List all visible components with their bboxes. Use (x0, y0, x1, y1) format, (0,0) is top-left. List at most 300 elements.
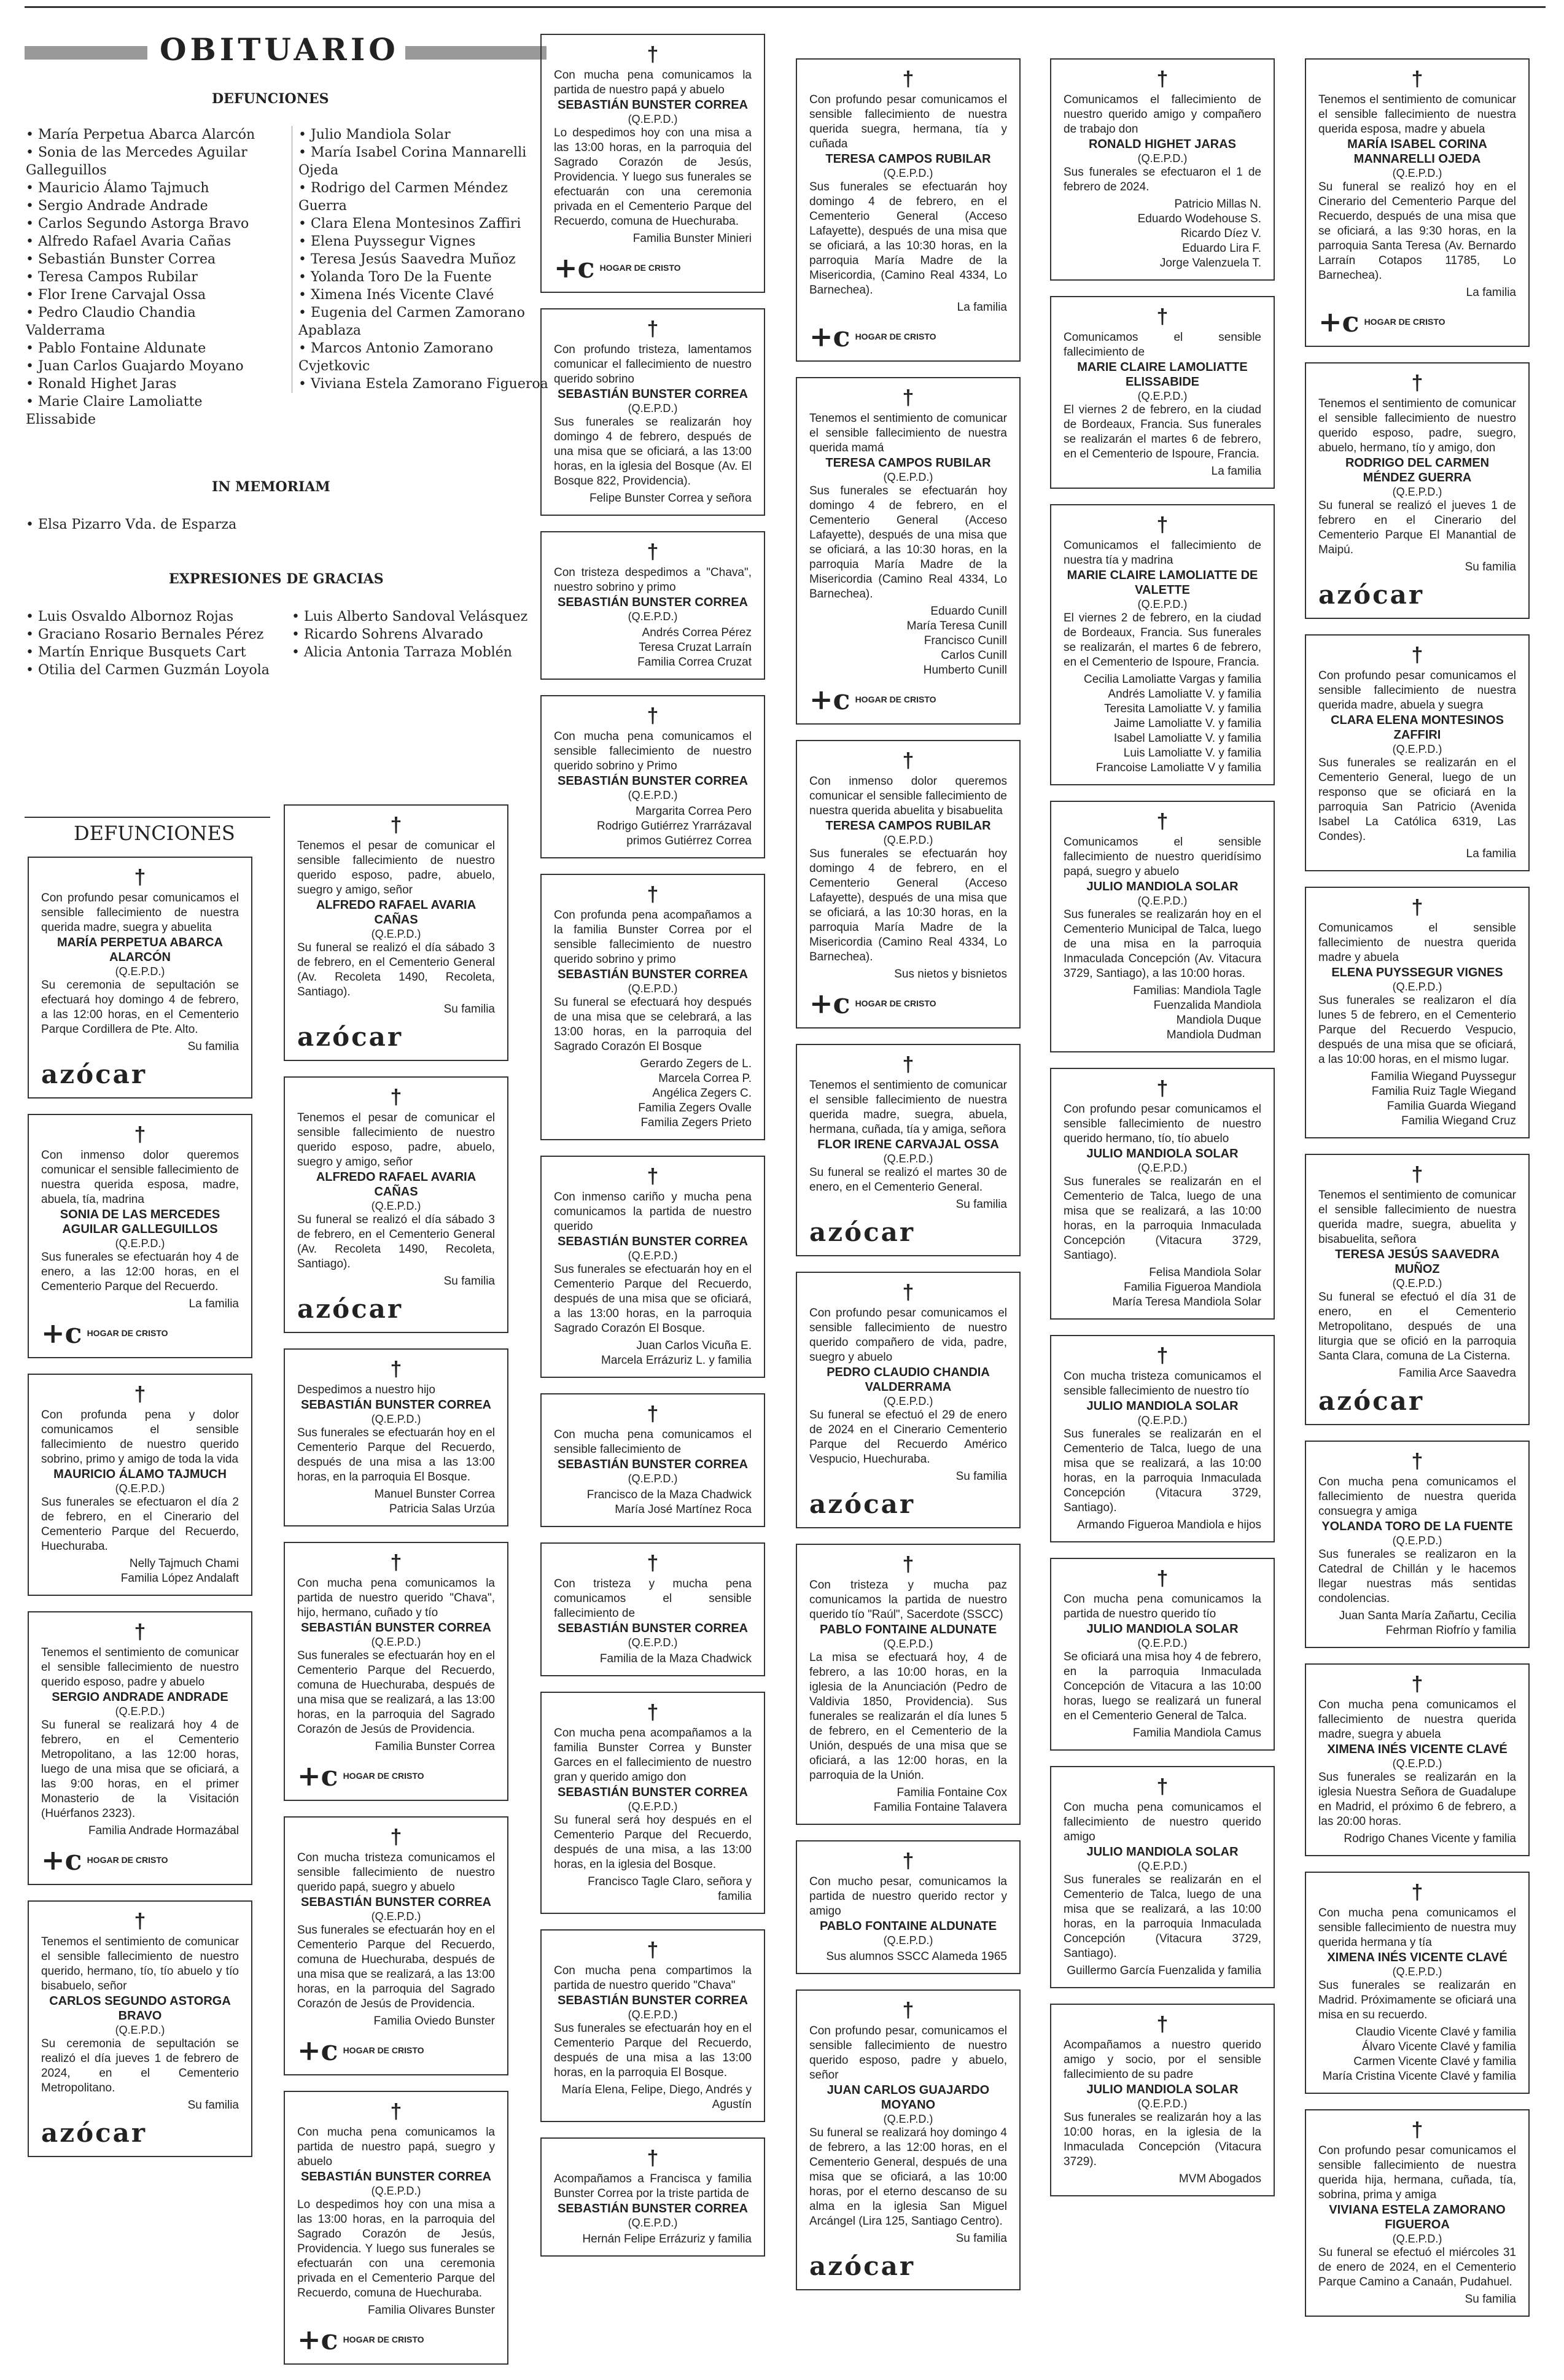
notice-body: Su funeral se realizó el día sábado 3 de febrero, en el Cementerio General (Av. Recoleta 1490, Recoleta, Santiago). (297, 1213, 495, 1270)
notice-intro: Con inmenso dolor queremos comunicar el sensible fallecimiento de nuestra querida esposa, madre, abuela, tía, madrina (41, 1149, 239, 1206)
hogar-de-cristo-icon: +c (41, 1316, 82, 1350)
notice-signature: Familia de la Maza Chadwick (599, 1652, 752, 1665)
notice-intro: Con profundo pesar comunicamos el sensible fallecimiento de nuestra querida madre, abuela y suegra (1318, 669, 1516, 712)
index-entry: • Sergio Andrade Andrade (26, 197, 271, 215)
notice-intro: Con profunda pena acompañamos a la familia Bunster Correa por el sensible fallecimiento de nuestro querido sobrino y primo (554, 909, 752, 966)
qepd-label: (Q.E.P.D.) (1392, 2233, 1442, 2245)
notice-body: Sus funerales se efectuaron el día 2 de febrero, en el Cinerario del Cementerio Parque del Recuerdo, Huechuraba. (41, 1496, 239, 1553)
notice-intro: Con profundo pesar comunicamos el sensible fallecimiento de nuestro querido hermano, tío, tío abuelo (1064, 1103, 1261, 1145)
obituary-notice (540, 1156, 765, 1378)
notice-body: Sus funerales se efectuarán hoy domingo 4 de febrero, en el Cementerio General (Acceso Lafayette), después de una misa que se oficiará, a las 10:30 horas, en la parroquia María Madre de la Misericordia, (Camino Real 4334, Lo Barnechea). (809, 181, 1007, 297)
deceased-name: SEBASTIÁN BUNSTER CORREA (557, 774, 749, 788)
cross-icon: † (1156, 513, 1169, 537)
hogar-de-cristo-icon: +c (809, 987, 850, 1020)
qepd-label: (Q.E.P.D.) (1392, 1757, 1442, 1770)
deceased-name: SERGIO ANDRADE ANDRADE (52, 1690, 228, 1704)
notice-signature: Patricio Millas N. Eduardo Wodehouse S. Ricardo Díez V. Eduardo Lira F. Jorge Valenzuela T. (1137, 198, 1261, 270)
qepd-label: (Q.E.P.D.) (628, 982, 678, 995)
cross-icon: † (1411, 1881, 1423, 1904)
index-entry: • Luis Osvaldo Albornoz Rojas (26, 608, 271, 626)
obituary-notice (284, 1348, 508, 1526)
cross-icon: † (390, 1358, 402, 1381)
obituary-notice (1305, 1663, 1530, 1856)
azocar-logo: azócar (809, 2251, 915, 2281)
notice-signature: Sus nietos y bisnietos (894, 968, 1007, 981)
notice-body: Sus funerales se efectuarán hoy en el Cementerio Parque del Recuerdo, después de una misa que se oficiará, a las 13:00 horas, en la parroquia Sagrado Corazón El Bosque. (554, 1263, 752, 1335)
cross-icon: † (1411, 896, 1423, 919)
notice-body: Lo despedimos hoy con una misa a las 13:00 horas, en la parroquia del Sagrado Corazón de Jesús, Providencia. Y luego sus funerales se efectuarán con una ceremonia privada en el Cementerio Parque del Recuerdo, comuna de Huechuraba. (554, 126, 752, 228)
index-entry: • Martín Enrique Busquets Cart (26, 644, 271, 661)
obituary-notice (796, 58, 1021, 362)
deceased-name: JULIO MANDIOLA SOLAR (1086, 1399, 1239, 1413)
notice-signature: Andrés Correa Pérez Teresa Cruzat Larraín Familia Correa Cruzat (637, 626, 752, 669)
obituary-notice (284, 1542, 508, 1801)
notice-intro: Con inmenso cariño y mucha pena comunicamos la partida de nuestro querido (554, 1191, 752, 1233)
qepd-label: (Q.E.P.D.) (115, 1482, 165, 1495)
cross-icon: † (1156, 1344, 1169, 1367)
deceased-name: VIVIANA ESTELA ZAMORANO FIGUEROA (1329, 2203, 1506, 2231)
notice-intro: Comunicamos el fallecimiento de nuestro querido amigo y compañero de trabajo don (1064, 93, 1261, 136)
obituary-notice (540, 34, 765, 293)
deceased-name: SEBASTIÁN BUNSTER CORREA (557, 1786, 749, 1799)
notice-body: Su funeral se realizará hoy domingo 4 de febrero, a las 12:00 horas, en el Cementerio General, después de una misa que se oficiará, a las 10:00 horas, por el eterno descanso de su alma en la iglesia San Miguel Arcángel (Lira 125, Santiago Centro). (809, 2126, 1007, 2228)
notice-intro: Despedimos a nuestro hijo (297, 1383, 435, 1396)
qepd-label: (Q.E.P.D.) (1137, 2098, 1188, 2110)
notice-body: Sus funerales se realizarán en el Cementerio General, luego de un responso que se oficiará en la parroquia San Patricio (Avenida Isabel La Católica 6319, Las Condes). (1318, 756, 1516, 843)
notice-signature: Su familia (1465, 2293, 1516, 2306)
index-entry: • Pablo Fontaine Aldunate (26, 340, 271, 357)
cross-icon: † (1411, 644, 1423, 667)
obituary-notice (796, 1989, 1021, 2290)
notice-intro: Acompañamos a Francisca y familia Bunster Correa por la triste partida de (554, 2172, 752, 2200)
deceased-name: JULIO MANDIOLA SOLAR (1086, 1845, 1239, 1859)
qepd-label: (Q.E.P.D.) (115, 965, 165, 978)
deceased-name: SEBASTIÁN BUNSTER CORREA (300, 1896, 492, 1909)
deceased-name: JULIO MANDIOLA SOLAR (1086, 1622, 1239, 1636)
index-entry: • Marie Claire Lamoliatte Elissabide (26, 393, 271, 429)
notice-signature: Armando Figueroa Mandiola e hijos (1077, 1519, 1261, 1531)
qepd-label: (Q.E.P.D.) (628, 2009, 678, 2021)
notice-intro: Tenemos el sentimiento de comunicar el sensible fallecimiento de nuestra querida mamá (809, 412, 1007, 454)
defunciones-section-header: DEFUNCIONES (25, 817, 270, 841)
deceased-name: SEBASTIÁN BUNSTER CORREA (557, 98, 749, 112)
hogar-de-cristo-logo (41, 1845, 239, 1875)
qepd-label: (Q.E.P.D.) (1392, 1277, 1442, 1289)
index-entry: • Luis Alberto Sandoval Velásquez (292, 608, 543, 626)
deceased-name: YOLANDA TORO DE LA FUENTE (1321, 1520, 1513, 1533)
obituary-notice (540, 1929, 765, 2122)
deceased-name: SEBASTIÁN BUNSTER CORREA (557, 2202, 749, 2215)
notice-intro: Con mucha pena comunicamos la partida de nuestro querido "Chava", hijo, hermano, cuñado y tío (297, 1577, 495, 1619)
notice-body: Sus funerales se realizarán en Madrid. Próximamente se oficiará una misa en su recuerdo. (1318, 1979, 1516, 2021)
cross-icon: † (902, 68, 914, 91)
cross-icon: † (902, 749, 914, 772)
notice-signature: Familia Mandiola Camus (1132, 1727, 1261, 1740)
notice-signature: Felisa Mandiola Solar Familia Figueroa Mandiola María Teresa Mandiola Solar (1112, 1266, 1261, 1309)
notice-body: Se oficiará una misa hoy 4 de febrero, en la parroquia Inmaculada Concepción de Vitacura a las 10:00 horas, luego se realizará un funeral en el Cementerio General de Talca. (1064, 1651, 1261, 1722)
qepd-label: (Q.E.P.D.) (1137, 1637, 1188, 1649)
obituary-notice (796, 1044, 1021, 1256)
cross-icon: † (647, 1165, 659, 1188)
deceased-name: SEBASTIÁN BUNSTER CORREA (557, 968, 749, 981)
notice-signature: Familia Wiegand Puyssegur Familia Ruiz Tagle Wiegand Familia Guarda Wiegand Familia Wiegand Cruz (1371, 1070, 1516, 1127)
notice-body: Su funeral se realizó el martes 30 de enero, en el Cementerio General. (809, 1166, 1007, 1194)
obituary-notice (1305, 1872, 1530, 2094)
qepd-label: (Q.E.P.D.) (1392, 743, 1442, 755)
qepd-label: (Q.E.P.D.) (883, 834, 933, 846)
deceased-name: PEDRO CLAUDIO CHANDIA VALDERRAMA (827, 1366, 990, 1394)
hogar-de-cristo-icon: +c (1318, 305, 1360, 338)
notice-body: Su funeral se efectuará hoy después de una misa que se celebrará, a las 13:00 horas, en la parroquia del Sagrado Corazón El Bosque (554, 996, 752, 1053)
qepd-label: (Q.E.P.D.) (1392, 167, 1442, 179)
notice-intro: Tenemos el pesar de comunicar el sensible fallecimiento de nuestro querido esposo, padre, abuelo, suegro y amigo, señor (297, 839, 495, 896)
deceased-name: MAURICIO ÁLAMO TAJMUCH (53, 1468, 227, 1481)
deceased-name: JULIO MANDIOLA SOLAR (1086, 2083, 1239, 2096)
cross-icon: † (1156, 2013, 1169, 2036)
notice-signature: Su familia (955, 1470, 1007, 1483)
notice-intro: Con mucho pesar, comunicamos la partida de nuestro querido rector y amigo (809, 1875, 1007, 1918)
notice-body: Su funeral se realizó el día sábado 3 de febrero, en el Cementerio General (Av. Recoleta 1490, Recoleta, Santiago). (297, 941, 495, 998)
deceased-name: SEBASTIÁN BUNSTER CORREA (557, 1994, 749, 2007)
notice-body: El viernes 2 de febrero, en la ciudad de Bordeaux, Francia. Sus funerales se realizarán el martes 6 de febrero, en el Cementerio de Ispoure, Francia. (1064, 403, 1261, 461)
index-entry: • Ronald Highet Jaras (26, 375, 271, 393)
hogar-de-cristo-logo (297, 2035, 495, 2066)
qepd-label: (Q.E.P.D.) (1137, 1162, 1188, 1174)
obituary-notice (28, 857, 252, 1099)
index-entry: • Ricardo Sohrens Alvarado (292, 626, 543, 644)
obituary-notice (796, 1272, 1021, 1528)
notice-intro: Acompañamos a nuestro querido amigo y socio, por el sensible fallecimiento de su padre (1064, 2039, 1261, 2081)
obituary-notice (1050, 801, 1275, 1052)
notice-signature: Familia Bunster Minieri (632, 232, 752, 245)
cross-icon: † (1156, 1077, 1169, 1100)
hogar-de-cristo-logo (809, 684, 1007, 715)
header-bar-right (405, 46, 547, 60)
index-entry: • Carlos Segundo Astorga Bravo (26, 215, 271, 233)
obituary-notice (1050, 296, 1275, 489)
notice-body: Su funeral se realizó hoy en el Cinerario del Cementerio Parque del Recuerdo, después de una misa que se oficiará, a las 9:30 horas, en la parroquia Santa Teresa (Av. Bernardo Larraín Cotapos 11785, Lo Barnechea). (1318, 181, 1516, 282)
index-entry: • Elena Puyssegur Vignes (298, 233, 550, 251)
hogar-de-cristo-label: HOGAR DE CRISTO (343, 2045, 424, 2055)
azocar-logo: azócar (1318, 1386, 1424, 1416)
obituary-notice (28, 1900, 252, 2157)
notice-signature: Su familia (1465, 561, 1516, 574)
hogar-de-cristo-logo (809, 321, 1007, 352)
deceased-name: SEBASTIÁN BUNSTER CORREA (300, 1398, 492, 1412)
notice-intro: Con mucha pena comunicamos la partida de nuestro querido tío (1064, 1593, 1261, 1620)
hogar-de-cristo-label: HOGAR DE CRISTO (855, 998, 936, 1008)
obituary-notice (1305, 2109, 1530, 2317)
notice-signature: María Elena, Felipe, Diego, Andrés y Agustín (561, 2083, 752, 2111)
hogar-de-cristo-logo (297, 1760, 495, 1791)
notice-body: Su funeral será hoy después en el Cementerio Parque del Recuerdo, después de una misa, a las 13:00 horas, en la iglesia del Bosque. (554, 1814, 752, 1871)
deceased-name: ALFREDO RAFAEL AVARIA CAÑAS (316, 898, 477, 927)
hogar-de-cristo-label: HOGAR DE CRISTO (343, 1770, 424, 1781)
azocar-logo: azócar (809, 1489, 915, 1519)
notice-intro: Con profunda pena y dolor comunicamos el sensible fallecimiento de nuestro querido sobrino, primo y amigo de toda la vida (41, 1409, 239, 1466)
obituary-notice (540, 2137, 765, 2257)
obituary-notice (28, 1114, 252, 1358)
deceased-name: PABLO FONTAINE ALDUNATE (819, 1623, 997, 1636)
index-entry: • Rodrigo del Carmen Méndez Guerra (298, 179, 550, 215)
notice-signature: Juan Santa María Zañartu, Cecilia Fehrman Riofrío y familia (1339, 1609, 1516, 1637)
qepd-label: (Q.E.P.D.) (1137, 1414, 1188, 1426)
header-bar-left (25, 46, 147, 60)
hogar-de-cristo-icon: +c (809, 320, 850, 353)
index-entry: • Julio Mandiola Solar (298, 126, 550, 144)
notice-signature: Francisco de la Maza Chadwick María José Martínez Roca (586, 1488, 752, 1516)
obituary-notice (1305, 634, 1530, 871)
notice-intro: Con mucha pena comunicamos el fallecimiento de nuestra querida consuegra y amiga (1318, 1476, 1516, 1518)
index-entry: • Elsa Pizarro Vda. de Esparza (26, 516, 271, 534)
obituary-notice (540, 1393, 765, 1527)
cross-icon: † (647, 883, 659, 906)
obituario-header (25, 31, 547, 68)
notice-body: Su funeral se efectuó el 29 de enero de 2024 en el Cinerario Cementerio Parque del Recuerdo Américo Vespucio, Huechuraba. (809, 1409, 1007, 1466)
notice-signature: Guillermo García Fuenzalida y familia (1067, 1964, 1261, 1977)
notices-column-d (796, 58, 1021, 2306)
notice-intro: Con profundo pesar comunicamos el sensible fallecimiento de nuestro querido compañero de vida, padre, suegro y abuelo (809, 1307, 1007, 1364)
hogar-de-cristo-label: HOGAR DE CRISTO (855, 331, 936, 341)
notice-signature: Felipe Bunster Correa y señora (589, 492, 752, 505)
notice-signature: Su familia (187, 1040, 239, 1053)
notice-body: Sus funerales se realizarán en el Cementerio de Talca, luego de una misa que se realizará, a las 10:00 horas, en la parroquia Inmaculada Concepción (Vitacura 3729, Santiago). (1064, 1175, 1261, 1262)
qepd-label: (Q.E.P.D.) (115, 1237, 165, 1250)
azocar-logo: azócar (41, 2118, 147, 2148)
qepd-label: (Q.E.P.D.) (883, 167, 933, 179)
notice-signature: La familia (1466, 286, 1516, 299)
obituary-notice (1050, 2004, 1275, 2196)
notice-signature: Familia Arce Saavedra (1398, 1367, 1516, 1380)
notices-column-b (284, 804, 508, 2380)
deceased-name: XIMENA INÉS VICENTE CLAVÉ (1327, 1951, 1508, 1964)
notice-intro: Con tristeza y mucha paz comunicamos la partida de nuestro querido tío "Raúl", Sacerdote (SSCC) (809, 1579, 1007, 1621)
index-entry: • Ximena Inés Vicente Clavé (298, 286, 550, 304)
notice-signature: Su familia (443, 1275, 495, 1288)
qepd-label: (Q.E.P.D.) (1137, 598, 1188, 610)
obituary-notice (1305, 58, 1530, 347)
cross-icon: † (1156, 305, 1169, 329)
index-entry: • Sonia de las Mercedes Aguilar Galleguillos (26, 144, 271, 179)
obituary-notice (28, 1374, 252, 1596)
qepd-label: (Q.E.P.D.) (115, 2024, 165, 2036)
qepd-label: (Q.E.P.D.) (883, 1395, 933, 1407)
cross-icon: † (647, 1939, 659, 1962)
qepd-label: (Q.E.P.D.) (1137, 152, 1188, 165)
index-entry: • Eugenia del Carmen Zamorano Apablaza (298, 304, 550, 340)
deceased-name: CLARA ELENA MONTESINOS ZAFFIRI (1331, 714, 1504, 742)
notice-intro: Con mucha tristeza comunicamos el sensible fallecimiento de nuestro tío (1064, 1370, 1261, 1398)
index-entry: • Sebastián Bunster Correa (26, 251, 271, 268)
hogar-de-cristo-logo (41, 1318, 239, 1348)
cross-icon: † (647, 540, 659, 564)
index-entry: • Graciano Rosario Bernales Pérez (26, 626, 271, 644)
notice-body: Sus funerales se realizarán en el Cementerio de Talca, luego de una misa que se realizará, a las 10:00 horas, en la parroquia Inmaculada Concepción (Vitacura 3729, Santiago). (1064, 1428, 1261, 1514)
obituary-notice (540, 531, 765, 680)
cross-icon: † (902, 1999, 914, 2022)
notice-signature: Familia Andrade Hormazábal (88, 1824, 239, 1837)
cross-icon: † (1411, 371, 1423, 395)
obituary-notice (540, 1542, 765, 1676)
obituary-notice (1050, 1766, 1275, 1988)
cross-icon: † (647, 2147, 659, 2170)
notice-signature: Rodrigo Chanes Vicente y familia (1344, 1832, 1516, 1845)
hogar-de-cristo-label: HOGAR DE CRISTO (87, 1854, 168, 1865)
obituary-notice (284, 2091, 508, 2365)
notice-intro: Tenemos el sentimiento de comunicar el sensible fallecimiento de nuestra querida madre, suegra, abuela, hermana, cuñada, tía y amiga, señora (809, 1079, 1007, 1136)
qepd-label: (Q.E.P.D.) (883, 1153, 933, 1165)
notice-body: Sus funerales se efectuarán hoy domingo 4 de febrero, en el Cementerio General (Acceso Lafayette), después de una misa que se oficiará, a las 10:30 horas, en la parroquia María Madre de la Misericordia (Camino Real 4334, Lo Barnechea). (809, 847, 1007, 963)
notice-intro: Comunicamos el sensible fallecimiento de (1064, 331, 1261, 359)
index-entry: • Yolanda Toro De la Fuente (298, 268, 550, 286)
qepd-label: (Q.E.P.D.) (883, 2113, 933, 2125)
notice-signature: Su familia (443, 1003, 495, 1016)
notice-signature: La familia (957, 301, 1007, 314)
deceased-name: ALFREDO RAFAEL AVARIA CAÑAS (316, 1170, 477, 1199)
deceased-name: RONALD HIGHET JARAS (1088, 138, 1236, 151)
azocar-logo: azócar (809, 1217, 915, 1247)
notice-intro: Con profundo pesar, comunicamos el sensible fallecimiento de nuestro querido esposo, padre y abuelo, señor (809, 2024, 1007, 2082)
qepd-label: (Q.E.P.D.) (371, 2185, 421, 2197)
notice-intro: Con mucha pena comunicamos la partida de nuestro papá y abuelo (554, 69, 752, 96)
qepd-label: (Q.E.P.D.) (1392, 981, 1442, 993)
notice-body: Sus funerales se realizarán hoy a las 10:00 horas, en la iglesia de la Inmaculada Concepción (Vitacura 3729). (1064, 2111, 1261, 2168)
notice-body: Su funeral se efectuó el día 31 de enero, en el Cementerio Metropolitano, después de una liturgia que se ofició en la parroquia Santa Clara, comuna de La Cisterna. (1318, 1291, 1516, 1363)
notice-signature: Su familia (955, 1198, 1007, 1211)
cross-icon: † (134, 1620, 146, 1644)
notice-signature: La familia (1466, 847, 1516, 860)
notice-body: Sus funerales se realizarán en el Cementerio de Talca, luego de una misa que se realizará, a las 10:00 horas, en la parroquia Inmaculada Concepción (Vitacura 3729, Santiago). (1064, 1873, 1261, 1960)
cross-icon: † (134, 1123, 146, 1146)
notice-intro: Con mucha pena comunicamos el sensible fallecimiento de nuestra muy querida hermana y tía (1318, 1907, 1516, 1949)
notice-signature: Manuel Bunster Correa Patricia Salas Urzúa (374, 1488, 495, 1515)
cross-icon: † (647, 704, 659, 728)
notice-body: Sus funerales se efectuarán hoy en el Cementerio Parque del Recuerdo, después de una misa a las 13:00 horas, en la parroquia El Bosque. (554, 2022, 752, 2079)
notice-intro: Con mucha pena comunicamos el sensible fallecimiento de nuestro querido sobrino y Primo (554, 730, 752, 772)
notice-signature: Gerardo Zegers de L. Marcela Correa P. Angélica Zegers C. Familia Zegers Ovalle Familia Zegers Prieto (638, 1057, 752, 1129)
notice-body: Su funeral se efectuó el miércoles 31 de enero de 2024, en el Cementerio Parque Camino a Canaán, Pudahuel. (1318, 2246, 1516, 2289)
notice-signature: Margarita Correa Pero Rodrigo Gutiérrez Yrarrázaval primos Gutiérrez Correa (596, 805, 752, 847)
notice-body: Sus funerales se efectuarán hoy domingo 4 de febrero, en el Cementerio General (Acceso Lafayette), después de una misa que se oficiará, a las 10:30 horas, en la parroquia María Madre de la Misericordia (Camino Real 4334, Lo Barnechea). (809, 484, 1007, 601)
deceased-name: MARÍA PERPETUA ABARCA ALARCÓN (57, 936, 223, 964)
notice-signature: Claudio Vicente Clavé y familia Álvaro Vicente Clavé y familia Carmen Vicente Clavé y familia María Cristina Vicente Clavé y familia (1322, 2026, 1516, 2083)
index-gracias-title: EXPRESIONES DE GRACIAS (169, 571, 384, 587)
notice-body: Sus funerales se efectuarán hoy en el Cementerio Parque del Recuerdo, después de una misa a las 13:00 horas, en la parroquia El Bosque. (297, 1426, 495, 1484)
notice-body: Sus funerales se efectuaron el 1 de febrero de 2024. (1064, 166, 1261, 193)
index-gracias-col2 (292, 608, 543, 661)
deceased-name: PABLO FONTAINE ALDUNATE (819, 1919, 997, 1933)
qepd-label: (Q.E.P.D.) (371, 928, 421, 940)
cross-icon: † (134, 1383, 146, 1406)
index-gracias-col1 (26, 608, 271, 679)
cross-icon: † (1156, 810, 1169, 833)
cross-icon: † (1411, 68, 1423, 91)
notice-body: Sus funerales se realizarán en la iglesia Nuestra Señora de Guadalupe en Madrid, el próximo 6 de febrero, a las 20:00 horas. (1318, 1771, 1516, 1828)
notice-body: Sus funerales se realizarán hoy domingo 4 de febrero, después de una misa que se oficiará, a las 13:00 horas, en la iglesia del Bosque (Av. El Bosque 822, Providencia). (554, 416, 752, 488)
notice-intro: Tenemos el sentimiento de comunicar el sensible fallecimiento de nuestra querida esposa, madre y abuela (1318, 93, 1516, 136)
cross-icon: † (902, 1281, 914, 1304)
hogar-de-cristo-label: HOGAR DE CRISTO (1364, 316, 1445, 327)
notice-intro: Comunicamos el fallecimiento de nuestra tía y madrina (1064, 539, 1261, 567)
qepd-label: (Q.E.P.D.) (883, 471, 933, 483)
notice-body: Lo despedimos hoy con una misa a las 13:00 horas, en la parroquia del Sagrado Corazón de Jesús, Providencia. Y luego sus funerales se efectuarán con una ceremonia privada en el Cementerio Parque del Recuerdo, comuna de Huechuraba. (297, 2198, 495, 2300)
qepd-label: (Q.E.P.D.) (628, 1250, 678, 1262)
obituary-notice (796, 740, 1021, 1029)
notice-body: Sus funerales se realizaron en la Catedral de Chillán y le hacemos llegar nuestras más sentidas condolencias. (1318, 1548, 1516, 1605)
notice-body: El viernes 2 de febrero, en la ciudad de Bordeaux, Francia. Sus funerales se realizarán, el martes 6 de febrero, en el Cementerio de Ispoure, Francia. (1064, 612, 1261, 669)
cross-icon: † (1156, 1567, 1169, 1590)
index-list-col1 (26, 126, 271, 429)
notice-intro: Con mucha pena comunicamos el fallecimiento de nuestra querida madre, suegra y abuela (1318, 1698, 1516, 1741)
cross-icon: † (647, 1552, 659, 1575)
qepd-label: (Q.E.P.D.) (1392, 1534, 1442, 1547)
hogar-de-cristo-logo (297, 2324, 495, 2355)
notice-signature: Hernán Felipe Errázuriz y familia (582, 2233, 752, 2246)
qepd-label: (Q.E.P.D.) (628, 610, 678, 623)
deceased-name: TERESA CAMPOS RUBILAR (825, 456, 991, 470)
obituary-notice (1305, 887, 1530, 1138)
notice-signature: MVM Abogados (1178, 2172, 1261, 2185)
obituary-notice (540, 695, 765, 858)
index-defunciones-title: DEFUNCIONES (212, 91, 329, 107)
notice-intro: Con tristeza despedimos a "Chava", nuestro sobrino y primo (554, 566, 752, 594)
page-title: OBITUARIO (160, 31, 399, 68)
notice-intro: Con mucha pena acompañamos a la familia Bunster Correa y Bunster Garces en el fallecimiento de nuestro gran y querido amigo don (554, 1727, 752, 1784)
obituary-notice (284, 1816, 508, 2075)
notice-intro: Tenemos el pesar de comunicar el sensible fallecimiento de nuestro querido esposo, padre, abuelo, suegro y amigo, señor (297, 1111, 495, 1169)
azocar-logo: azócar (297, 1022, 403, 1052)
index-entry: • Alfredo Rafael Avaria Cañas (26, 233, 271, 251)
index-entry: • Marcos Antonio Zamorano Cvjetkovic (298, 340, 550, 375)
notice-intro: Con profundo pesar comunicamos el sensible fallecimiento de nuestra querida madre, suegra y abuelita (41, 892, 239, 934)
deceased-name: SONIA DE LAS MERCEDES AGUILAR GALLEGUILLOS (60, 1208, 220, 1236)
azocar-logo: azócar (1318, 580, 1424, 610)
qepd-label: (Q.E.P.D.) (883, 1934, 933, 1946)
qepd-label: (Q.E.P.D.) (628, 789, 678, 801)
index-entry: • Teresa Campos Rubilar (26, 268, 271, 286)
index-entry: • María Isabel Corina Mannarelli Ojeda (298, 144, 550, 179)
cross-icon: † (902, 1553, 914, 1576)
qepd-label: (Q.E.P.D.) (115, 1705, 165, 1717)
cross-icon: † (647, 1701, 659, 1724)
notice-signature: Juan Carlos Vicuña E. Marcela Errázuriz L. y familia (601, 1339, 752, 1367)
hogar-de-cristo-icon: +c (297, 2034, 338, 2067)
deceased-name: JULIO MANDIOLA SOLAR (1086, 1147, 1239, 1161)
qepd-label: (Q.E.P.D.) (371, 1200, 421, 1212)
obituary-notice (1050, 1335, 1275, 1542)
cross-icon: † (134, 1910, 146, 1933)
deceased-name: SEBASTIÁN BUNSTER CORREA (557, 387, 749, 401)
deceased-name: CARLOS SEGUNDO ASTORGA BRAVO (49, 1994, 231, 2023)
cross-icon: † (1156, 68, 1169, 91)
notice-signature: La familia (189, 1297, 239, 1310)
hogar-de-cristo-icon: +c (554, 251, 595, 284)
top-rule (25, 6, 1546, 8)
cross-icon: † (647, 317, 659, 341)
qepd-label: (Q.E.P.D.) (628, 402, 678, 414)
deceased-name: SEBASTIÁN BUNSTER CORREA (300, 1621, 492, 1635)
notice-signature: Su familia (955, 2232, 1007, 2245)
notice-body: La misa se efectuará hoy, 4 de febrero, a las 10:00 horas, en la iglesia de la Anunciación (Pedro de Valdivia 1850, Providencia). Sus funerales se realizarán el día lunes 5 de febrero, en el Cementerio de la Unión, después de una misa que se oficiará, a las 12:00 horas, en la parroquia de la Unión. (809, 1651, 1007, 1782)
hogar-de-cristo-icon: +c (809, 683, 850, 716)
index-entry: • Juan Carlos Guajardo Moyano (26, 357, 271, 375)
deceased-name: MARIE CLAIRE LAMOLIATTE DE VALETTE (1067, 569, 1258, 597)
notice-intro: Con mucha pena compartimos la partida de nuestro querido "Chava" (554, 1964, 752, 1992)
cross-icon: † (1411, 2118, 1423, 2142)
hogar-de-cristo-icon: +c (41, 1843, 82, 1876)
deceased-name: JUAN CARLOS GUAJARDO MOYANO (827, 2083, 990, 2112)
cross-icon: † (902, 386, 914, 410)
